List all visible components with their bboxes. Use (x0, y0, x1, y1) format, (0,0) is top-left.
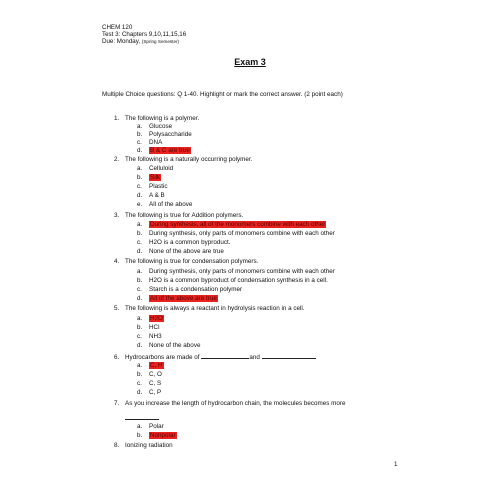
test-chapters: Test 3: Chapters 9,10,11,15,16 (102, 31, 187, 38)
option-5b[interactable]: b. HCl (137, 324, 160, 331)
option-6c[interactable]: c. C, S (137, 380, 162, 387)
option-4a[interactable]: a. During synthesis, only parts of monomers combine with each other (137, 268, 335, 275)
option-3c[interactable]: c. H2O is a common byproduct. (137, 239, 231, 246)
question-6: 6. Hydrocarbons are made of and (114, 352, 316, 362)
question-3: 3. The following is true for Addition polymers. (114, 212, 244, 219)
option-2d[interactable]: d. A & B (137, 192, 165, 199)
option-5c[interactable]: c. NH3 (137, 333, 162, 340)
option-2c[interactable]: c. Plastic (137, 183, 168, 190)
due-date (102, 38, 179, 46)
option-6b[interactable]: b. C, O (137, 371, 162, 378)
answer-blank-3[interactable] (125, 419, 159, 420)
answer-blank-1[interactable] (201, 352, 249, 359)
option-4d-highlighted[interactable]: d. All of the above are true (137, 295, 217, 302)
question-1: 1. The following is a polymer. (114, 115, 200, 122)
due-note: (Spring Semester) (141, 39, 180, 44)
option-1a[interactable]: a. Glucose (137, 123, 173, 130)
option-3d[interactable]: d. None of the above are true (137, 248, 224, 255)
question-7: 7. As you increase the length of hydrocarbon chain, the molecules becomes more (114, 400, 346, 407)
instructions: Multiple Choice questions: Q 1-40. Highlight or mark the correct answer. (2 point each) (102, 91, 343, 98)
exam-title: Exam 3 (234, 57, 266, 67)
due-prefix: Due: Monday, (102, 38, 141, 45)
answer-blank-2[interactable] (262, 352, 316, 359)
question-5: 5. The following is always a reactant in hydrolysis reaction in a cell. (114, 305, 305, 312)
option-1c[interactable]: c. DNA (137, 139, 163, 146)
course-name: CHEM 120 (102, 24, 133, 31)
question-8: 8. Ionizing radiation (114, 442, 173, 449)
page-number: 1 (394, 461, 398, 468)
option-5d[interactable]: d. None of the above (137, 342, 201, 349)
option-2a[interactable]: a. Celluloid (137, 165, 174, 172)
option-5a-highlighted[interactable]: a. H2O (137, 315, 163, 322)
option-1b[interactable]: b. Polysaccharide (137, 131, 192, 138)
option-6a-highlighted[interactable]: a. C, H (137, 362, 163, 369)
question-2: 2. The following is a naturally occurring polymer. (114, 156, 253, 163)
option-7b-highlighted[interactable]: b. Nonpolar (137, 432, 176, 439)
option-7a[interactable]: a. Polar (137, 423, 164, 430)
option-3b[interactable]: b. During synthesis, only parts of monomers combine with each other (137, 230, 335, 237)
option-1d-highlighted[interactable]: d. B & C are true (137, 147, 190, 154)
option-2e[interactable]: e. All of the above (137, 201, 193, 208)
option-6d[interactable]: d. C, P (137, 389, 162, 396)
option-4c[interactable]: c. Starch is a condensation polymer (137, 286, 243, 293)
option-2b-highlighted[interactable]: b. Silk (137, 174, 161, 181)
question-4: 4. The following is true for condensation polymers. (114, 258, 259, 265)
option-4b[interactable]: b. H2O is a common byproduct of condensation synthesis in a cell. (137, 277, 328, 284)
option-3a-highlighted[interactable]: a. During synthesis, all of the monomers combine with each other (137, 221, 326, 228)
